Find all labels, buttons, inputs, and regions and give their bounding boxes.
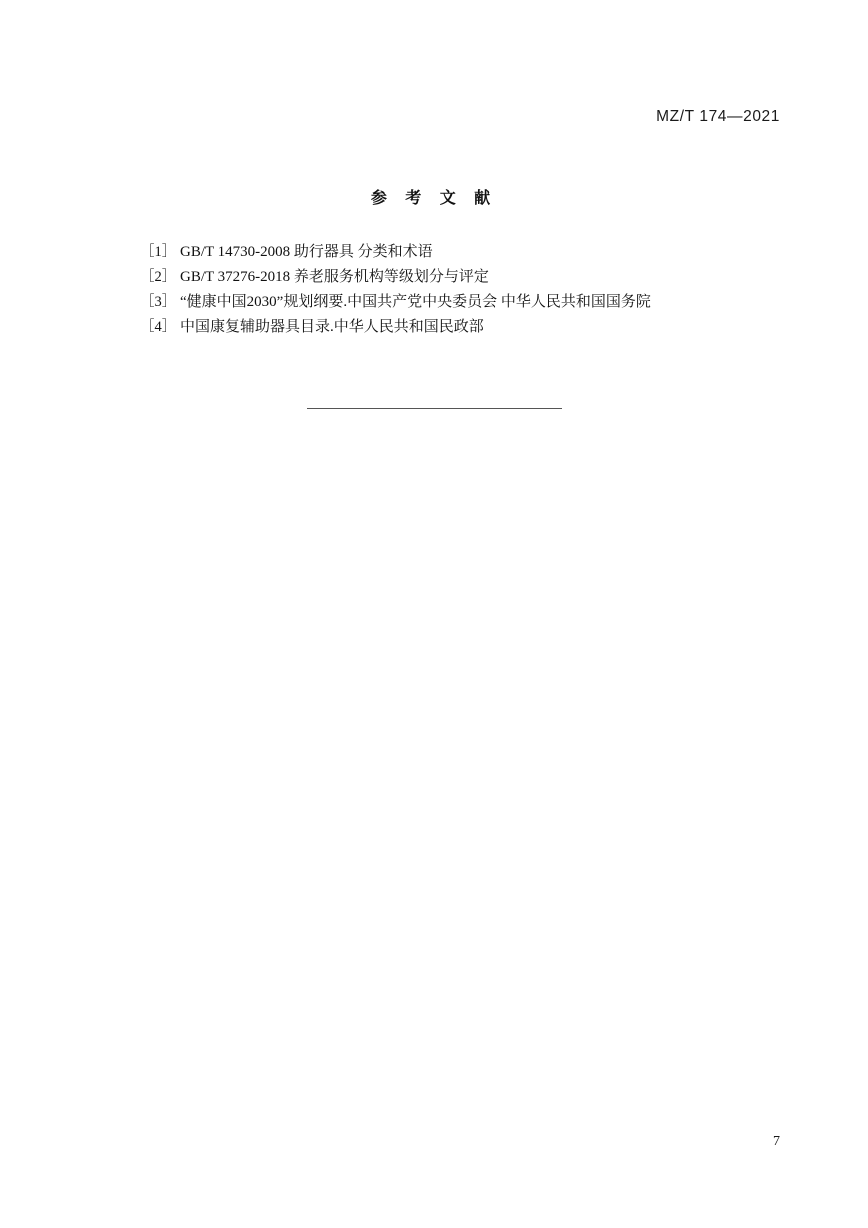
reference-number: ［4］ [140,319,177,335]
section-divider [0,399,868,417]
list-item [140,290,740,315]
reference-text: 中国康复辅助器具目录.中华人民共和国民政部 [180,319,484,335]
list-item [140,265,740,290]
list-item [140,315,740,340]
reference-number: ［2］ [140,269,177,285]
reference-text: GB/T 37276-2018 养老服务机构等级划分与评定 [180,269,489,285]
page-number: 7 [773,1134,780,1149]
reference-list [140,240,740,340]
reference-text: GB/T 14730-2008 助行器具 分类和术语 [180,244,433,260]
list-item [140,240,740,265]
reference-number: ［1］ [140,244,177,260]
page-header-standard-code: MZ/T 174—2021 [656,108,780,125]
reference-text: “健康中国2030”规划纲要.中国共产党中央委员会 中华人民共和国国务院 [180,294,651,310]
reference-number: ［3］ [140,294,177,310]
page-title: 参 考 文 献 [370,190,498,207]
